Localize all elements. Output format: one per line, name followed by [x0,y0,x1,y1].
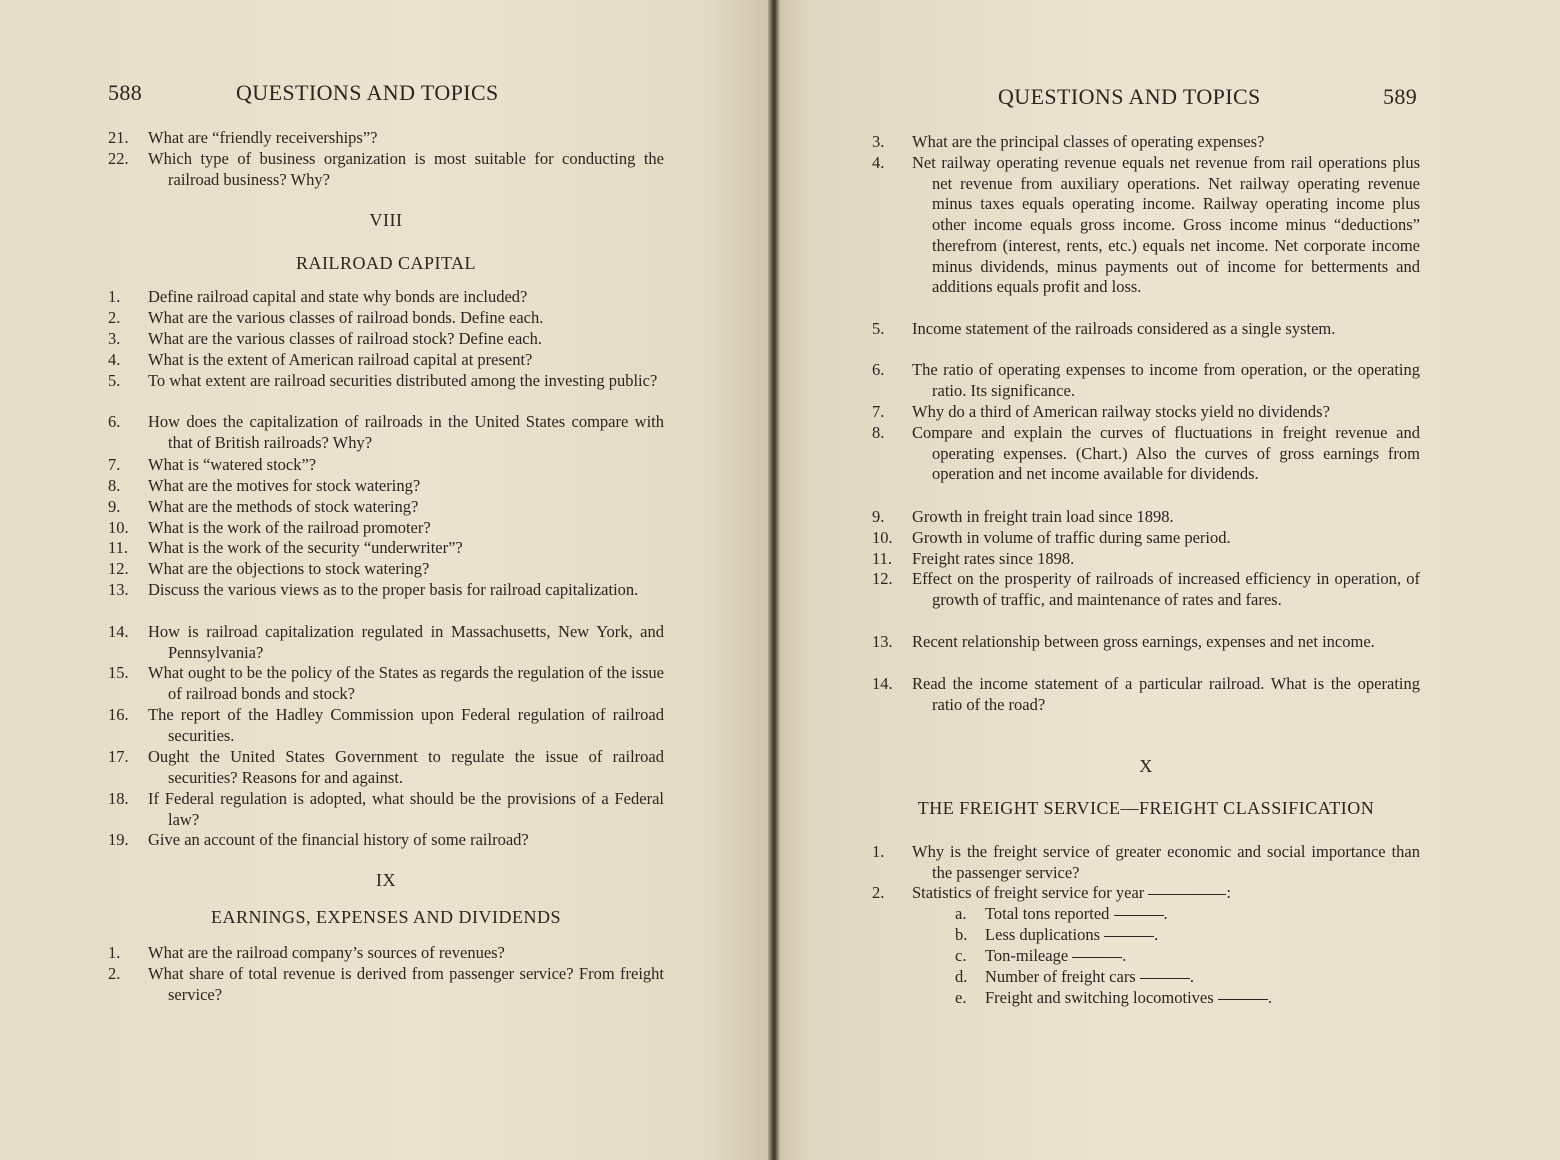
list-item: 8. Compare and explain the curves of fluctuations in freight revenue and operating expenses. (Chart.) Also the curves of gross earnings from operation and net income available for dividends. [872,423,1420,484]
section-title-ix: EARNINGS, EXPENSES AND DIVIDENDS [210,907,561,927]
list-item: 5. To what extent are railroad securities distributed among the investing public? [108,371,658,390]
section-numeral-x: X [1139,756,1153,776]
list-item: 10. What is the work of the railroad promoter? [108,518,431,537]
list-item: 12. What are the objections to stock watering? [108,559,430,578]
list-item: 14. Read the income statement of a particular railroad. What is the operating ratio of the road? [872,674,1420,714]
blank-line [1148,894,1226,895]
list-item: 6. The ratio of operating expenses to income from operation, or the operating ratio. Its significance. [872,360,1420,400]
blank-line [1218,999,1268,1000]
list-item: 11. Freight rates since 1898. [872,549,1075,568]
list-item: 9. What are the methods of stock watering? [108,497,419,516]
list-item: 2. Statistics of freight service for year : [872,883,1232,902]
list-item: 4. What is the extent of American railroad capital at present? [108,350,533,369]
list-item: 1. Why is the freight service of greater economic and social importance than the passenger service? [872,842,1420,882]
list-item: 7. What is “watered stock”? [108,455,317,474]
sub-item: b. Less duplications . [955,925,1159,944]
list-item: 2. What share of total revenue is derived from passenger service? From freight service? [108,964,664,1004]
list-item: 5. Income statement of the railroads considered as a single system. [872,319,1336,338]
list-item: 8. What are the motives for stock watering? [108,476,421,495]
list-item: 18. If Federal regulation is adopted, what should be the provisions of a Federal law? [108,789,664,829]
list-item: 2. What are the various classes of railroad bonds. Define each. [108,308,544,327]
list-item: 16. The report of the Hadley Commission upon Federal regulation of railroad securities. [108,705,664,745]
list-item: 19. Give an account of the financial history of some railroad? [108,830,529,849]
sub-item: d. Number of freight cars . [955,967,1194,986]
list-item: 13. Discuss the various views as to the proper basis for railroad capitalization. [108,580,639,599]
section-numeral-ix: IX [376,870,396,890]
sub-item: c. Ton-mileage . [955,946,1127,965]
list-item: 4. Net railway operating revenue equals net revenue from rail operations plus net revenue from auxiliary operations. Net railway operating revenue minus taxes equals operating income. Railway operating income plus other income equals gross income. Gross income minus “deductions” therefrom (interest, rents, etc.) equals net income. Net corporate income minus dividends, minus payments out of income for betterments and additions equals profit and loss. [872,153,1420,297]
list-item: 10. Growth in volume of traffic during same period. [872,528,1231,547]
blank-line [1114,915,1164,916]
section-title-viii: RAILROAD CAPITAL [295,253,477,273]
list-item: 11. What is the work of the security “underwriter”? [108,538,463,557]
list-item: 6. How does the capitalization of railroads in the United States compare with that of British railroads? Why? [108,412,664,452]
running-head-right: QUESTIONS AND TOPICS [998,84,1261,109]
list-item: 22. Which type of business organization is most suitable for conducting the railroad business? Why? [108,149,664,189]
list-item: 1. What are the railroad company’s sources of revenues? [108,943,505,962]
list-item: 1. Define railroad capital and state why bonds are included? [108,287,528,306]
list-item: 12. Effect on the prosperity of railroads of increased efficiency in operation, of growth of traffic, and maintenance of rates and fares. [872,569,1420,609]
blank-line [1140,978,1190,979]
sub-item: a. Total tons reported . [955,904,1168,923]
section-title-x: THE FREIGHT SERVICE—FREIGHT CLASSIFICATION [917,798,1375,818]
list-item: 17. Ought the United States Government to regulate the issue of railroad securities? Reasons for and against. [108,747,664,787]
list-item: 7. Why do a third of American railway stocks yield no dividends? [872,402,1330,421]
list-item: 3. What are the principal classes of operating expenses? [872,132,1265,151]
running-head-left: QUESTIONS AND TOPICS [236,80,499,105]
list-item: 3. What are the various classes of railroad stock? Define each. [108,329,542,348]
book-gutter [768,0,780,1160]
list-item: 15. What ought to be the policy of the States as regards the regulation of the issue of railroad bonds and stock? [108,663,664,703]
list-item: 14. How is railroad capitalization regulated in Massachusetts, New York, and Pennsylvania? [108,622,664,662]
sub-item: e. Freight and switching locomotives . [955,988,1272,1007]
page-number-right: 589 [1383,84,1418,109]
blank-line [1072,957,1122,958]
list-item: 13. Recent relationship between gross earnings, expenses and net income. [872,632,1375,651]
page-number-left: 588 [108,80,143,105]
blank-line [1104,936,1154,937]
list-item: 21. What are “friendly receiverships”? [108,128,378,147]
list-item: 9. Growth in freight train load since 1898. [872,507,1174,526]
section-numeral-viii: VIII [369,210,403,230]
